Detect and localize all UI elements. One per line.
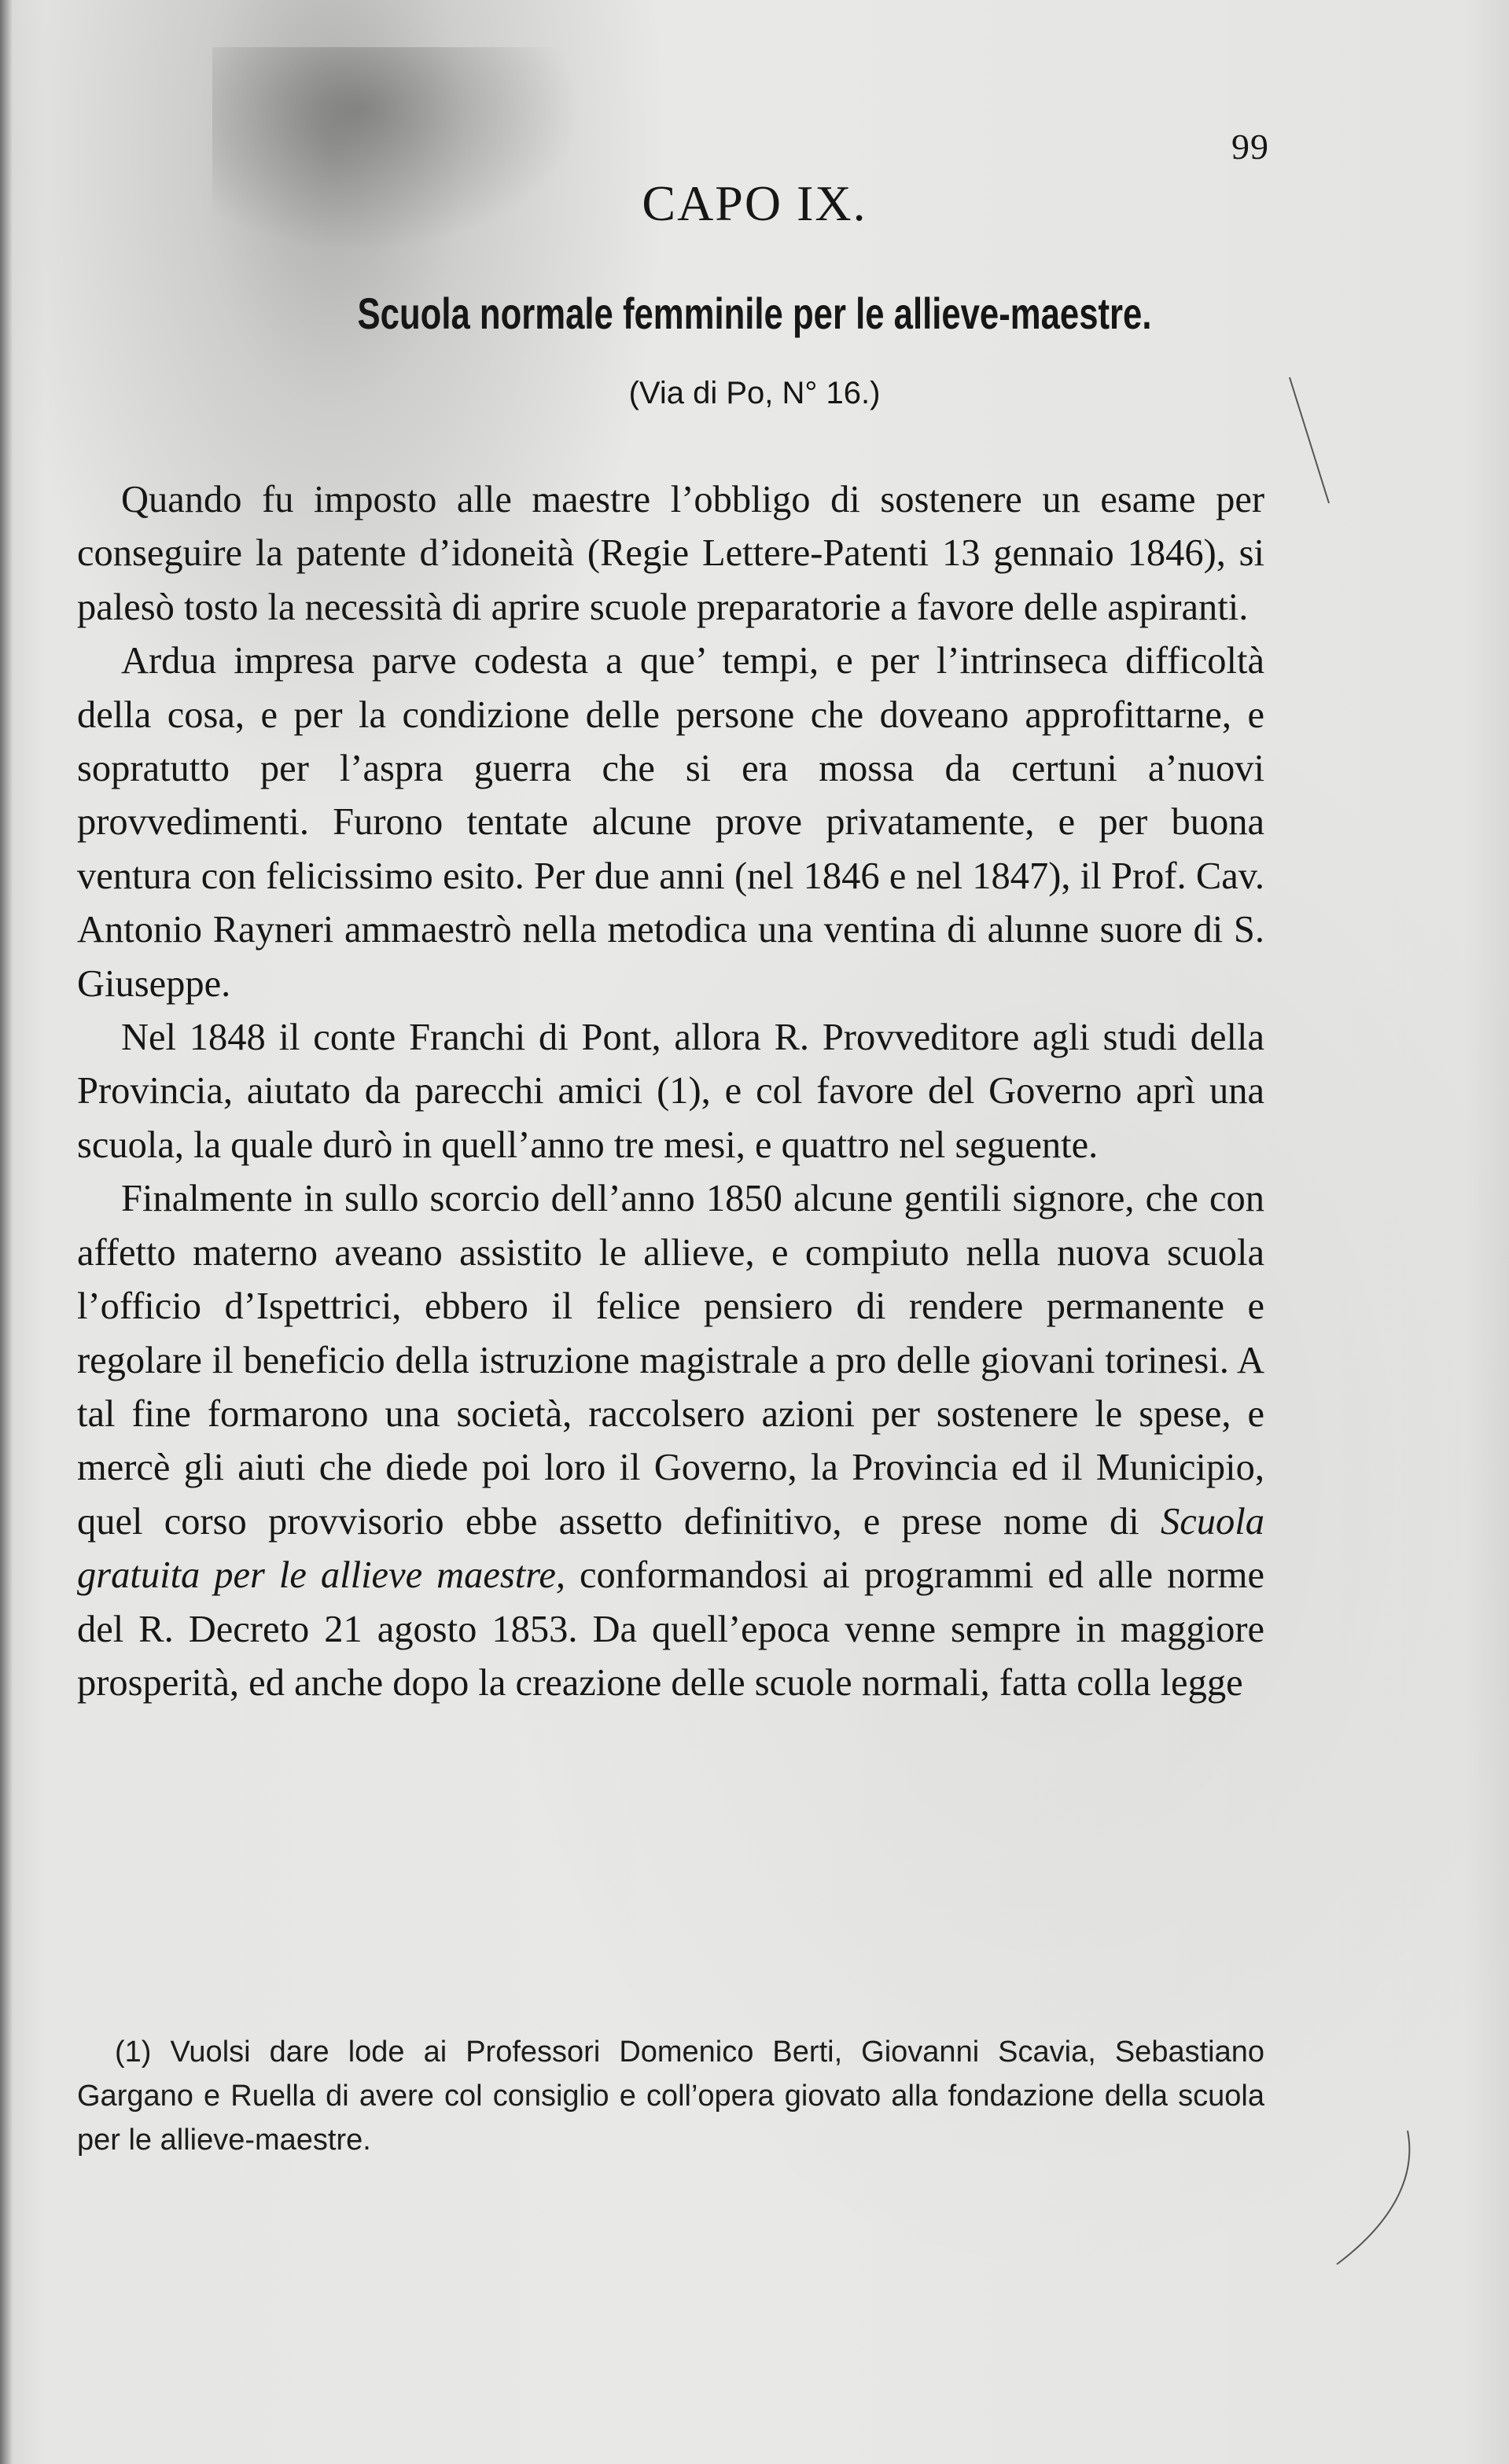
paragraph-3: Nel 1848 il conte Franchi di Pont, allora R. Provveditore agli studi della Provincia, aiutato da parecchi amici (1), e col favore del Governo aprì una scuola, la quale durò in quell’anno tre mesi, e quattro nel seguente. xyxy=(77,1017,1264,1166)
footnote-text: (1) Vuolsi dare lode ai Professori Domenico Berti, Giovanni Scavia, Sebastiano Gargano e Ruella di avere col consiglio e coll’opera giovato alla fondazione della scuola per le allieve-maestre. xyxy=(77,2036,1264,2157)
paragraph-2: Ardua impresa parve codesta a que’ tempi, e per l’intrinseca difficoltà della cosa, e per la condizione delle persone che doveano approfittarne, e sopratutto per l’aspra guerra che si era mossa da certuni a’nuovi provvedimenti. Furono tentate alcune prove privatamente, e per buona ventura con felicissimo esito. Per due anni (nel 1846 e nel 1847), il Prof. Cav. Antonio Rayneri ammaestrò nella metodica una ventina di alunne suore di S. Giuseppe. xyxy=(77,640,1264,1005)
margin-pencil-mark-bottom xyxy=(1321,2123,1431,2280)
page-number: 99 xyxy=(1231,127,1269,167)
chapter-heading: CAPO IX. xyxy=(642,175,867,231)
body-text xyxy=(77,473,1264,1710)
school-name-italic: Scuola gratuita per le allieve maestre, xyxy=(77,1500,1264,1597)
address-subtitle: (Via di Po, N° 16.) xyxy=(628,376,881,410)
paragraph-4-part-1: Finalmente in sullo scorcio dell’anno 1850 alcune gentili signore, che con affetto materno aveano assistito le allieve, e compiuto nella nuova scuola l’officio d’Ispettrici, ebbero il felice pensiero di rendere permanente e regolare il beneficio della istruzione magistrale a pro delle giovani torinesi. A tal fine formarono una società, raccolsero azioni per sostenere le spese, e mercè gli aiuti che diede poi loro il Governo, la Provincia ed il Municipio, quel corso provvisorio ebbe assetto definitivo, e prese nome di xyxy=(77,1178,1264,1543)
margin-pencil-mark-top xyxy=(1282,370,1345,527)
page-binding-edge xyxy=(0,0,13,2464)
footnote xyxy=(77,2030,1264,2162)
paragraph-4-part-2: conformandosi ai programmi ed alle norme del R. Decreto 21 agosto 1853. Da quell’epoca venne sempre in maggiore prosperità, ed anche dopo la creazione delle scuole normali, fatta colla legge xyxy=(77,1554,1264,1704)
section-title: Scuola normale femminile per le allieve-maestre. xyxy=(357,289,1152,338)
paragraph-4 xyxy=(77,1172,1264,1710)
paragraph-1: Quando fu imposto alle maestre l’obbligo di sostenere un esame per conseguire la patente d’idoneità (Regie Lettere-Patenti 13 gennaio 1846), si palesò tosto la necessità di aprire scuole preparatorie a favore delle aspiranti. xyxy=(77,479,1264,628)
